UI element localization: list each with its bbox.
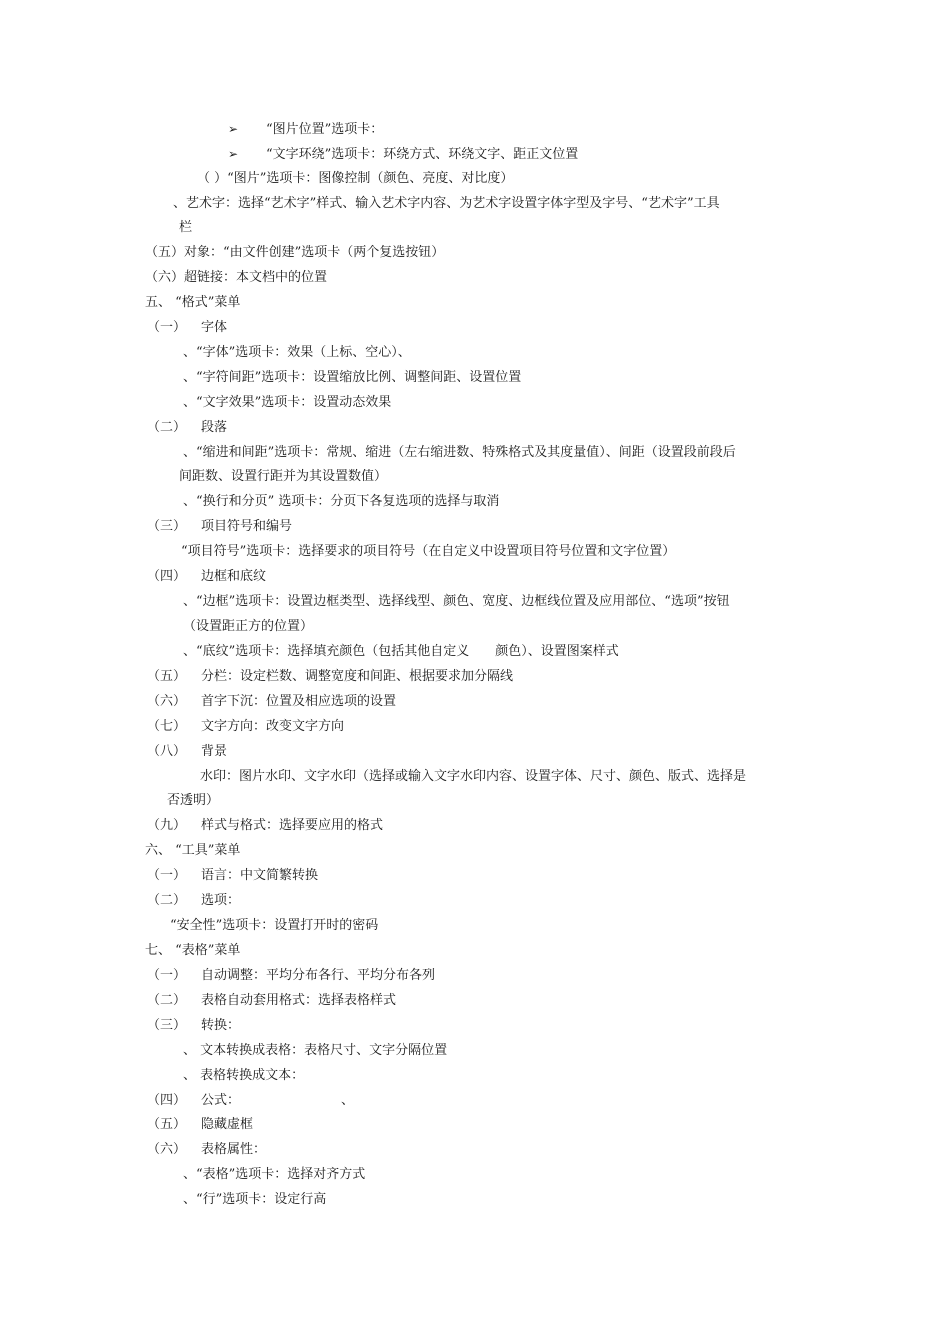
list-item: “项目符号”选项卡：选择要求的项目符号（在自定义中设置项目符号位置和文字位置） xyxy=(181,544,676,559)
list-item: 、“表格”选项卡：选择对齐方式 xyxy=(183,1167,366,1182)
subsection-heading: （八） 背景 xyxy=(147,744,228,759)
subsection-heading: （七） 文字方向：改变文字方向 xyxy=(147,719,345,734)
section-heading: 六、 “工具”菜单 xyxy=(145,843,241,858)
list-item: 、“文字效果”选项卡：设置动态效果 xyxy=(183,395,392,410)
list-item: 水印：图片水印、文字水印（选择或输入文字水印内容、设置字体、尺寸、颜色、版式、选择是 xyxy=(200,769,747,784)
list-item: （五）对象：“由文件创建”选项卡（两个复选按钮） xyxy=(145,245,445,260)
list-item-continuation: 栏 xyxy=(179,220,193,235)
list-item: 、 表格转换成文本： xyxy=(183,1068,305,1083)
list-item: 、“边框”选项卡：设置边框类型、选择线型、颜色、宽度、边框线位置及应用部位、“选项”按钮 xyxy=(183,594,730,609)
arrow-bullet-icon: ➢ xyxy=(228,122,239,136)
list-item: 、“字符间距”选项卡：设置缩放比例、调整间距、设置位置 xyxy=(183,370,522,385)
subsection-heading: （九） 样式与格式：选择要应用的格式 xyxy=(147,818,384,833)
section-heading: 七、 “表格”菜单 xyxy=(145,943,241,958)
list-item: ➢ “图片位置”选项卡： xyxy=(228,119,383,140)
subsection-heading: （五） 分栏：设定栏数、调整宽度和间距、根据要求加分隔线 xyxy=(147,669,514,684)
arrow-bullet-icon: ➢ xyxy=(228,147,239,161)
list-item: 、“字体”选项卡：效果（上标、空心）、 xyxy=(183,345,411,360)
subsection-heading: （二） 表格自动套用格式：选择表格样式 xyxy=(147,993,397,1008)
list-item: 、“行”选项卡：设定行高 xyxy=(183,1192,327,1207)
subsection-heading: （一） 自动调整：平均分布各行、平均分布各列 xyxy=(147,968,436,983)
subsection-heading: （五） 隐藏虚框 xyxy=(147,1117,254,1132)
list-item-continuation: （设置距正方的位置） xyxy=(183,619,314,634)
list-item: 、 文本转换成表格：表格尺寸、文字分隔位置 xyxy=(183,1043,448,1058)
subsection-heading: （一） 语言：中文简繁转换 xyxy=(147,868,319,883)
subsection-heading: （六） 表格属性： xyxy=(147,1142,267,1157)
subsection-heading: （四） 公式： 、 xyxy=(147,1093,355,1108)
subsection-heading: （三） 项目符号和编号 xyxy=(147,519,293,534)
list-item-continuation: 间距数、设置行距并为其设置数值） xyxy=(179,469,388,484)
list-item: （ ）“图片”选项卡：图像控制（颜色、亮度、对比度） xyxy=(197,171,514,186)
list-item: （六）超链接：本文档中的位置 xyxy=(145,270,328,285)
subsection-heading: （二） 选项： xyxy=(147,893,241,908)
section-heading: 五、 “格式”菜单 xyxy=(145,295,241,310)
subsection-heading: （三） 转换： xyxy=(147,1018,241,1033)
list-item: ➢ “文字环绕”选项卡：环绕方式、环绕文字、距正文位置 xyxy=(228,144,578,165)
subsection-heading: （四） 边框和底纹 xyxy=(147,569,267,584)
list-item: “安全性”选项卡：设置打开时的密码 xyxy=(170,918,379,933)
subsection-heading: （一） 字体 xyxy=(147,320,228,335)
list-item: 、艺术字：选择“艺术字”样式、输入艺术字内容、为艺术字设置字体字型及字号、“艺术字”工具 xyxy=(173,196,720,211)
list-item: 、“底纹”选项卡：选择填充颜色（包括其他自定义 颜色）、设置图案样式 xyxy=(183,644,619,659)
subsection-heading: （二） 段落 xyxy=(147,420,228,435)
subsection-heading: （六） 首字下沉：位置及相应选项的设置 xyxy=(147,694,397,709)
list-item: 、“缩进和间距”选项卡：常规、缩进（左右缩进数、特殊格式及其度量值）、间距（设置段前段后 xyxy=(183,445,736,460)
list-item: 、“换行和分页” 选项卡：分页下各复选项的选择与取消 xyxy=(183,494,500,509)
list-item-continuation: 否透明） xyxy=(167,793,220,808)
